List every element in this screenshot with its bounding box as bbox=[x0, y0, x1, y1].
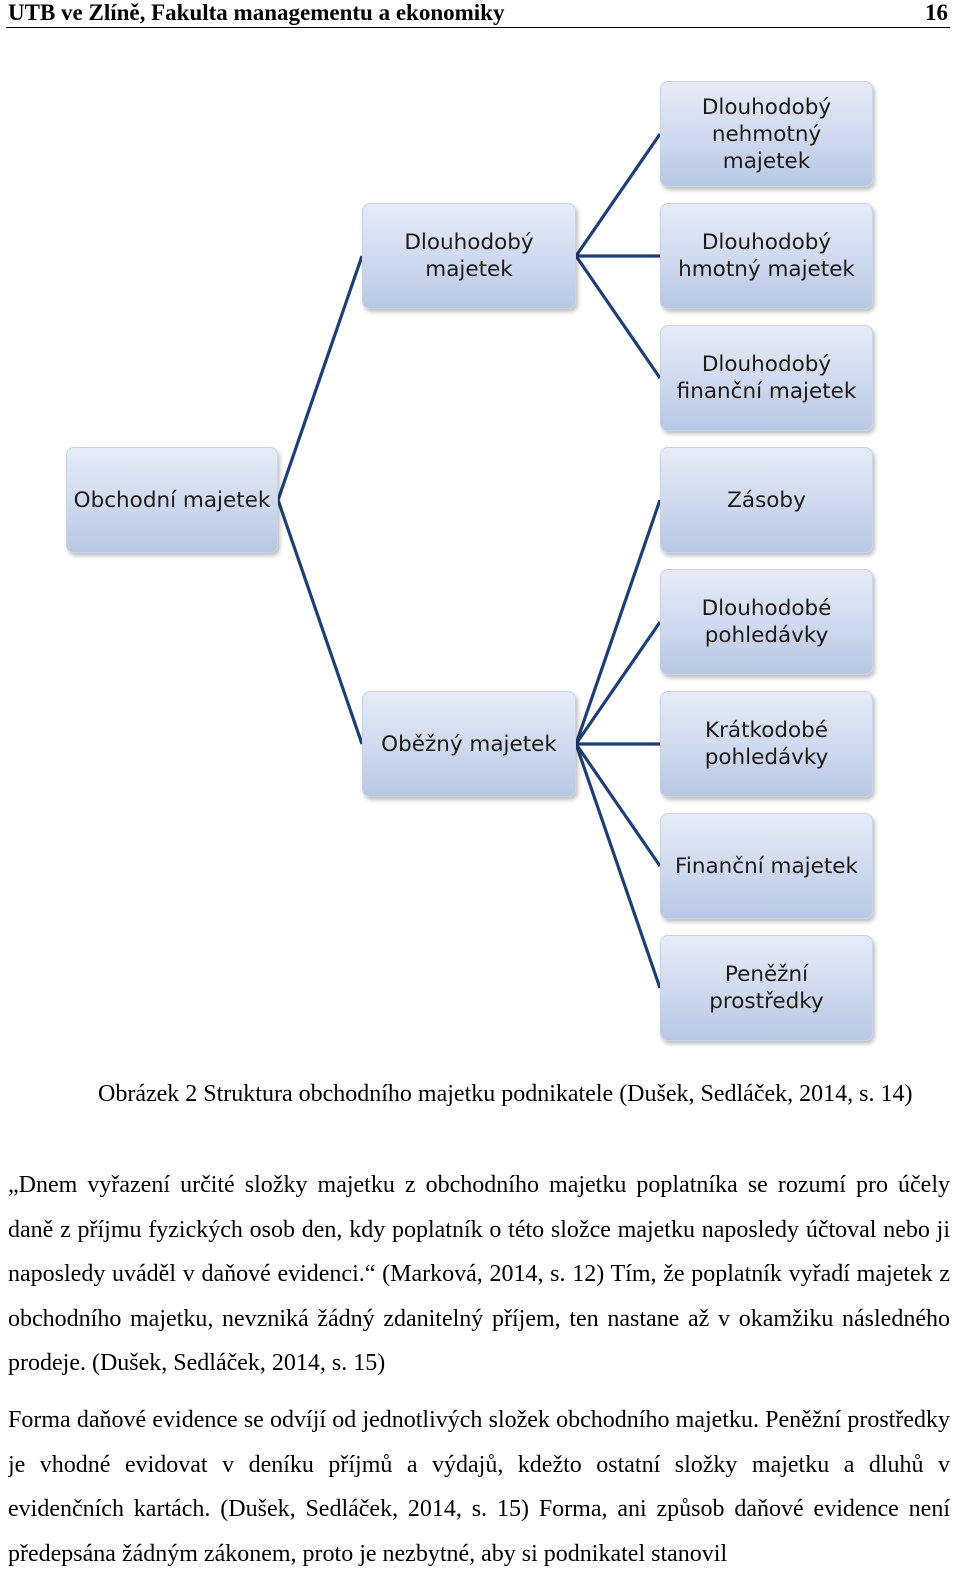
node-long-term-financial-assets: Dlouhodobý finanční majetek bbox=[660, 325, 873, 431]
node-intangible-assets: Dlouhodobý nehmotný majetek bbox=[660, 81, 873, 187]
node-current-assets: Oběžný majetek bbox=[362, 691, 576, 797]
node-long-term-receivables: Dlouhodobé pohledávky bbox=[660, 569, 873, 675]
body-paragraph: „Dnem vyřazení určité složky majetku z obchodního majetku poplatníka se rozumí pro účely daně z příjmu fyzických osob den, kdy poplatník o této složce majetku naposledy účtoval nebo ji naposledy uváděl v daňové evidenci.“ (Marková, 2014, s. 12) Tím, že poplatník vyřadí majetek z obchodního majetku, nevzniká žádný zdanitelný příjem, ten nastane až v okamžiku následného prodeje. (Dušek, Sedláček, 2014, s. 15) bbox=[8, 1172, 950, 1376]
header-title: UTB ve Zlíně, Fakulta managementu a ekonomiky bbox=[8, 0, 505, 25]
page-number: 16 bbox=[925, 0, 948, 25]
connector-root-longterm bbox=[278, 256, 362, 500]
connector-current-financial bbox=[576, 744, 660, 866]
connector-root-current bbox=[278, 500, 362, 744]
node-cash: Peněžní prostředky bbox=[660, 935, 873, 1041]
node-short-term-receivables: Krátkodobé pohledávky bbox=[660, 691, 873, 797]
body-paragraph: Forma daňové evidence se odvíjí od jednotlivých složek obchodního majetku. Peněžní prostředky je vhodné evidovat v deníku příjmů a výdajů, kdežto ostatní složky majetku a dluhů v evidenčních kartách. (Dušek, Sedláček, 2014, s. 15) Forma, ani způsob daňové evidence není předepsána žádným zákonem, proto je nezbytné, aby si podnikatel stanovil bbox=[8, 1407, 950, 1567]
node-inventory: Zásoby bbox=[660, 447, 873, 553]
figure-caption: Obrázek 2 Struktura obchodního majetku podnikatele (Dušek, Sedláček, 2014, s. 14) bbox=[98, 1081, 913, 1107]
node-long-term-assets: Dlouhodobý majetek bbox=[362, 203, 576, 309]
connector-longterm-financial bbox=[576, 256, 660, 378]
connector-longterm-intangible bbox=[576, 134, 660, 256]
connector-current-inventory bbox=[576, 500, 660, 744]
node-root: Obchodní majetek bbox=[66, 447, 278, 553]
connector-current-ltrec bbox=[576, 622, 660, 744]
connector-current-cash bbox=[576, 744, 660, 988]
node-tangible-assets: Dlouhodobý hmotný majetek bbox=[660, 203, 873, 309]
node-financial-assets: Finanční majetek bbox=[660, 813, 873, 919]
